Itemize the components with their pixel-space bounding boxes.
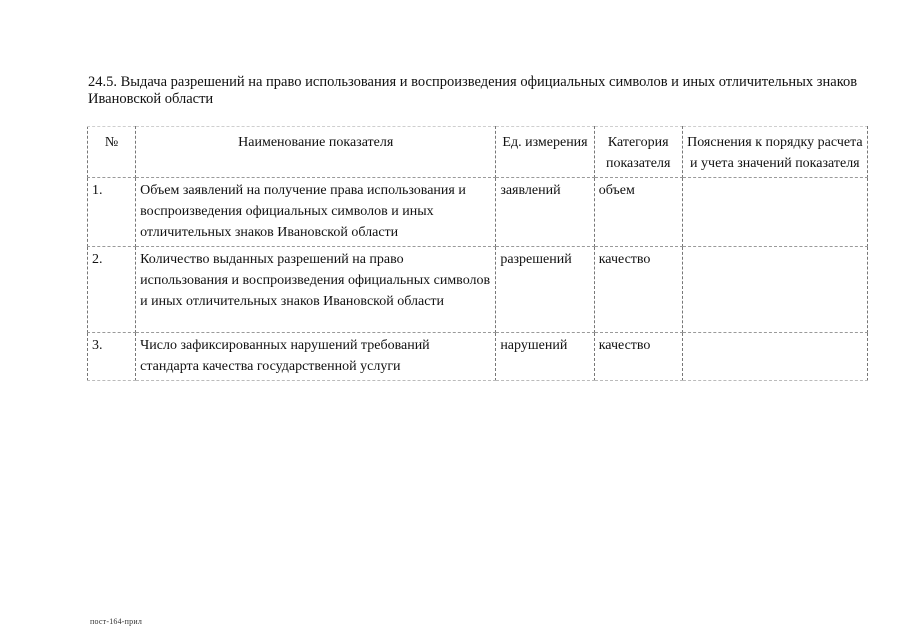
category-value: качество — [594, 333, 682, 381]
indicator-name: Число зафиксированных нарушений требований стандарта качества государственной услуги — [136, 333, 496, 381]
section-heading: 24.5. Выдача разрешений на право использования и воспроизведения официальных символов и иных отличительных знаков Ивановской области — [88, 74, 858, 107]
category-value: качество — [594, 247, 682, 333]
header-indicator-name: Наименование показателя — [136, 127, 496, 178]
header-explanation: Пояснения к порядку расчета и учета значений показателя — [682, 127, 867, 178]
row-number: 2. — [88, 247, 136, 333]
header-category: Категория показателя — [594, 127, 682, 178]
indicator-name: Объем заявлений на получение права использования и воспроизведения официальных символов и иных отличительных знаков Ивановской области — [136, 178, 496, 247]
indicator-name: Количество выданных разрешений на право использования и воспроизведения официальных символов и иных отличительных знаков Ивановской области — [136, 247, 496, 333]
category-value: объем — [594, 178, 682, 247]
unit-value: разрешений — [496, 247, 594, 333]
table-row — [88, 333, 868, 381]
unit-value: заявлений — [496, 178, 594, 247]
table-row — [88, 178, 868, 247]
unit-value: нарушений — [496, 333, 594, 381]
header-unit: Ед. измерения — [496, 127, 594, 178]
explanation-value — [682, 333, 867, 381]
indicators-table — [87, 126, 868, 381]
explanation-value — [682, 178, 867, 247]
page-footer-code: пост-164-прил — [90, 617, 143, 626]
table-row — [88, 247, 868, 333]
header-number: № — [88, 127, 136, 178]
explanation-value — [682, 247, 867, 333]
row-number: 3. — [88, 333, 136, 381]
row-number: 1. — [88, 178, 136, 247]
table-header-row — [88, 127, 868, 178]
